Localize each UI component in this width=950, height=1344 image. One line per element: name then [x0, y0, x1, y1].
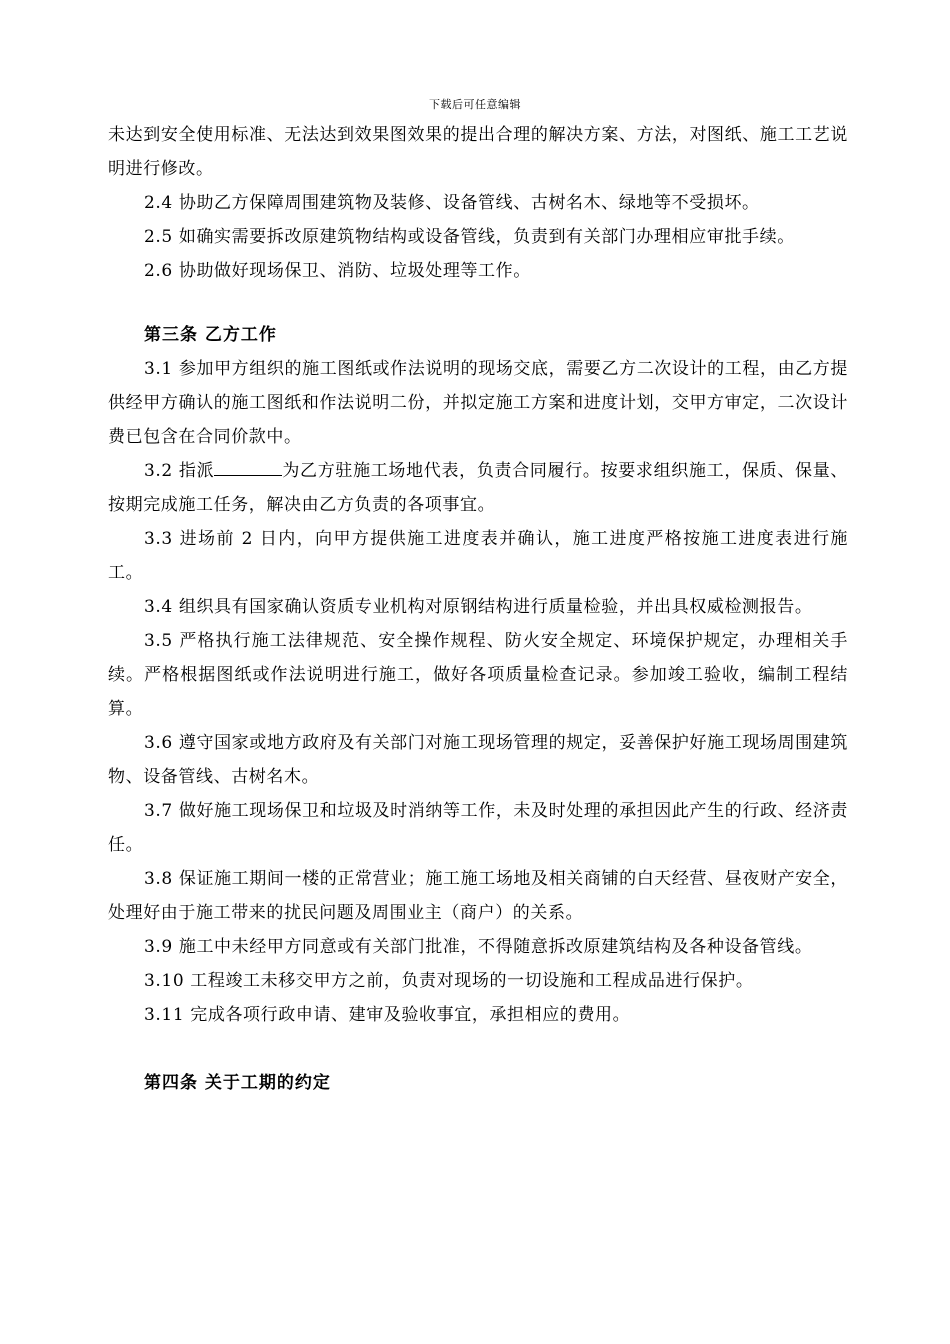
paragraph-3-5: 3.5 严格执行施工法律规范、安全操作规程、防火安全规定、环境保护规定，办理相关手续。严格根据图纸或作法说明进行施工，做好各项质量检查记录。参加竣工验收，编制工程结算。	[108, 631, 848, 719]
paragraph-3-1: 3.1 参加甲方组织的施工图纸或作法说明的现场交底，需要乙方二次设计的工程，由乙方提供经甲方确认的施工图纸和作法说明二份，并拟定施工方案和进度计划，交甲方审定，二次设计费已包含在合同价款中。	[108, 359, 848, 447]
paragraph-3-11: 3.11 完成各项行政申请、建审及验收事宜，承担相应的费用。	[144, 1005, 631, 1025]
paragraph-3-2-lead: 3.2 指派	[144, 461, 215, 481]
page-header-note: 下载后可任意编辑	[429, 98, 521, 111]
paragraph-3-6: 3.6 遵守国家或地方政府及有关部门对施工现场管理的规定，妥善保护好施工现场周围建筑物、设备管线、古树名木。	[108, 733, 848, 787]
section-4-heading: 第四条 关于工期的约定	[144, 1073, 331, 1093]
document-body	[108, 118, 848, 1100]
paragraph-3-8: 3.8 保证施工期间一楼的正常营业；施工施工场地及相关商铺的白天经营、昼夜财产安全，处理好由于施工带来的扰民问题及周围业主（商户）的关系。	[108, 869, 848, 923]
paragraph-3-9: 3.9 施工中未经甲方同意或有关部门批准，不得随意拆改原建筑结构及各种设备管线。	[144, 937, 813, 957]
section-3-heading: 第三条 乙方工作	[144, 325, 277, 345]
paragraph-3-2-rest: 为乙方驻施工场地代表，负责合同履行。按要求组织施工，保质、保量、按期完成施工任务，解决由乙方负责的各项事宜。	[108, 461, 848, 515]
paragraph-2-4: 2.4 协助乙方保障周围建筑物及装修、设备管线、古树名木、绿地等不受损坏。	[144, 193, 760, 213]
paragraph-2-5: 2.5 如确实需要拆改原建筑物结构或设备管线，负责到有关部门办理相应审批手续。	[144, 227, 795, 247]
paragraph-3-7: 3.7 做好施工现场保卫和垃圾及时消纳等工作，未及时处理的承担因此产生的行政、经济责任。	[108, 801, 848, 855]
paragraph-3-10: 3.10 工程竣工未移交甲方之前，负责对现场的一切设施和工程成品进行保护。	[144, 971, 754, 991]
representative-blank-line	[214, 459, 282, 476]
paragraph-2-6: 2.6 协助做好现场保卫、消防、垃圾处理等工作。	[144, 261, 531, 281]
paragraph-3-3: 3.3 进场前 2 日内，向甲方提供施工进度表并确认，施工进度严格按施工进度表进行施工。	[108, 529, 848, 583]
paragraph-2-3-continuation: 未达到安全使用标准、无法达到效果图效果的提出合理的解决方案、方法，对图纸、施工工艺说明进行修改。	[108, 125, 848, 179]
paragraph-3-2	[108, 454, 848, 522]
paragraph-3-4: 3.4 组织具有国家确认资质专业机构对原钢结构进行质量检验，并出具权威检测报告。	[144, 597, 813, 617]
